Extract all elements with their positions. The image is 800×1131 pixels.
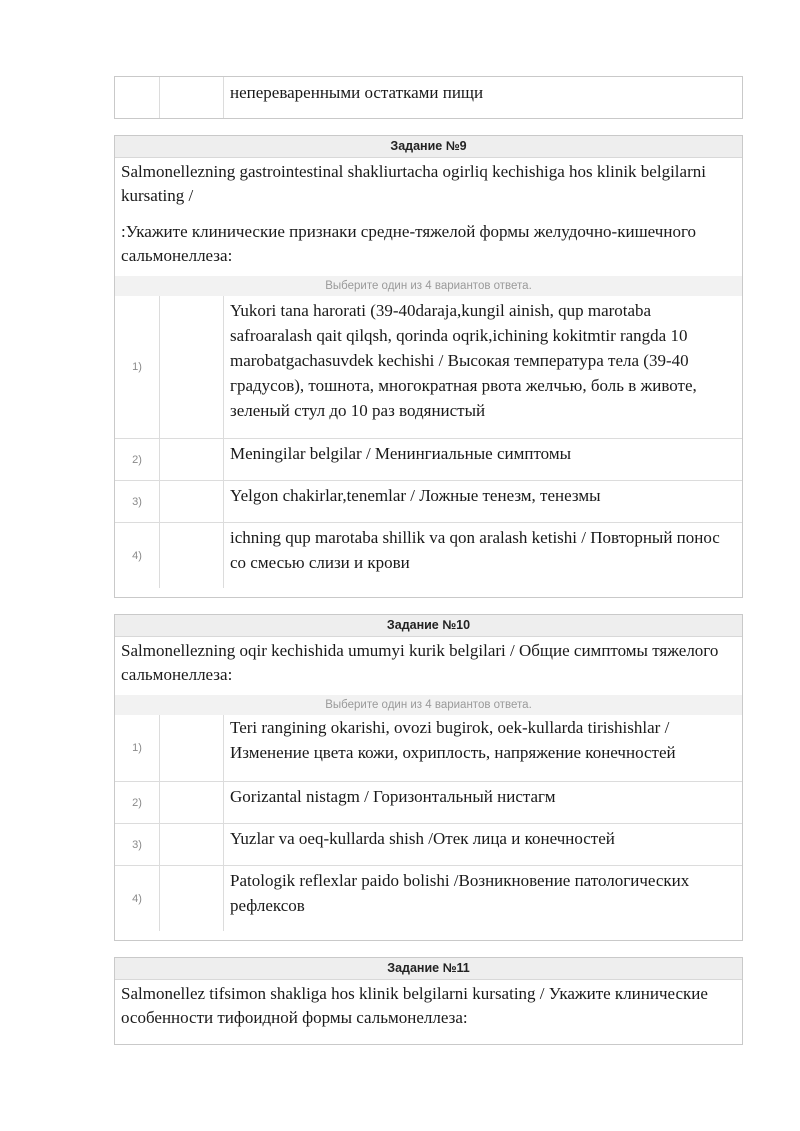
question-text xyxy=(115,637,742,687)
option-row xyxy=(115,522,742,588)
option-number: 4) xyxy=(115,866,160,931)
question-line-uz: Salmonellezning gastrointestinal shakliurtacha ogirliq kechishiga hos klinik belgilarni kursating / xyxy=(121,162,706,205)
option-number: 1) xyxy=(115,715,160,781)
option-number: 3) xyxy=(115,824,160,865)
task-header: Задание №10 xyxy=(115,615,742,637)
option-number xyxy=(115,77,160,118)
option-row xyxy=(115,480,742,522)
task-header: Задание №9 xyxy=(115,136,742,158)
question-text xyxy=(115,980,742,1030)
option-text: ichning qup marotaba shillik va qon aralash ketishi / Повторный понос со смесью слизи и крови xyxy=(230,528,720,572)
option-number: 4) xyxy=(115,523,160,588)
question-text xyxy=(115,158,742,268)
answer-instruction: Выберите один из 4 вариантов ответа. xyxy=(115,276,742,296)
task-9 xyxy=(114,135,743,598)
option-row xyxy=(115,781,742,823)
task-10 xyxy=(114,614,743,941)
question-line: Salmonellez tifsimon shakliga hos klinik belgilarni kursating / Укажите клинические особенности тифоидной формы сальмонеллеза: xyxy=(121,984,708,1027)
option-text: Teri rangining okarishi, ovozi bugirok, oek-kullarda tirishishlar / Изменение цвета кожи, охриплость, напряжение конечностей xyxy=(230,718,676,762)
answer-mark-cell[interactable] xyxy=(160,824,224,865)
answer-mark-cell[interactable] xyxy=(160,715,224,781)
option-text: Yelgon chakirlar,tenemlar / Ложные тенезм, тенезмы xyxy=(230,486,601,505)
option-text: Yuzlar va oeq-kullarda shish /Отек лица и конечностей xyxy=(230,829,615,848)
answer-mark-cell[interactable] xyxy=(160,439,224,480)
option-text: Gorizantal nistagm / Горизонтальный нистагм xyxy=(230,787,556,806)
option-row xyxy=(115,77,742,118)
option-number: 2) xyxy=(115,782,160,823)
option-text: Meningilar belgilar / Менингиальные симптомы xyxy=(230,444,572,463)
answer-mark-cell[interactable] xyxy=(160,77,224,118)
option-row xyxy=(115,865,742,931)
option-number: 2) xyxy=(115,439,160,480)
question-line-ru: :Укажите клинические признаки средне-тяжелой формы желудочно-кишечного сальмонеллеза: xyxy=(121,222,696,265)
answer-mark-cell[interactable] xyxy=(160,866,224,931)
task-header: Задание №11 xyxy=(115,958,742,980)
option-text: непереваренными остатками пищи xyxy=(230,83,484,102)
option-text: Patologik reflexlar paido bolishi /Возникновение патологических рефлексов xyxy=(230,871,690,915)
option-text: Yukori tana harorati (39-40daraja,kungil ainish, qup marotaba safroaralash qait qilqsh, qorinda oqrik,ichining kokitmtir rangda 10 marobatgachasuvdek kechishi / Высокая температура тела (39-40 градусов), тошнота, многократная рвота желчью, боль в животе, зеленый стул до 10 раз водянистый xyxy=(230,301,697,420)
answer-mark-cell[interactable] xyxy=(160,481,224,522)
option-row xyxy=(115,438,742,480)
option-row xyxy=(115,296,742,438)
option-number: 3) xyxy=(115,481,160,522)
option-row xyxy=(115,715,742,781)
task-11 xyxy=(114,957,743,1045)
answer-mark-cell[interactable] xyxy=(160,523,224,588)
question-line: Salmonellezning oqir kechishida umumyi kurik belgilari / Общие симптомы тяжелого сальмонеллеза: xyxy=(121,641,719,684)
option-number: 1) xyxy=(115,296,160,438)
option-row xyxy=(115,823,742,865)
answer-mark-cell[interactable] xyxy=(160,782,224,823)
answer-instruction: Выберите один из 4 вариантов ответа. xyxy=(115,695,742,715)
previous-task-fragment xyxy=(114,76,743,119)
answer-mark-cell[interactable] xyxy=(160,296,224,438)
